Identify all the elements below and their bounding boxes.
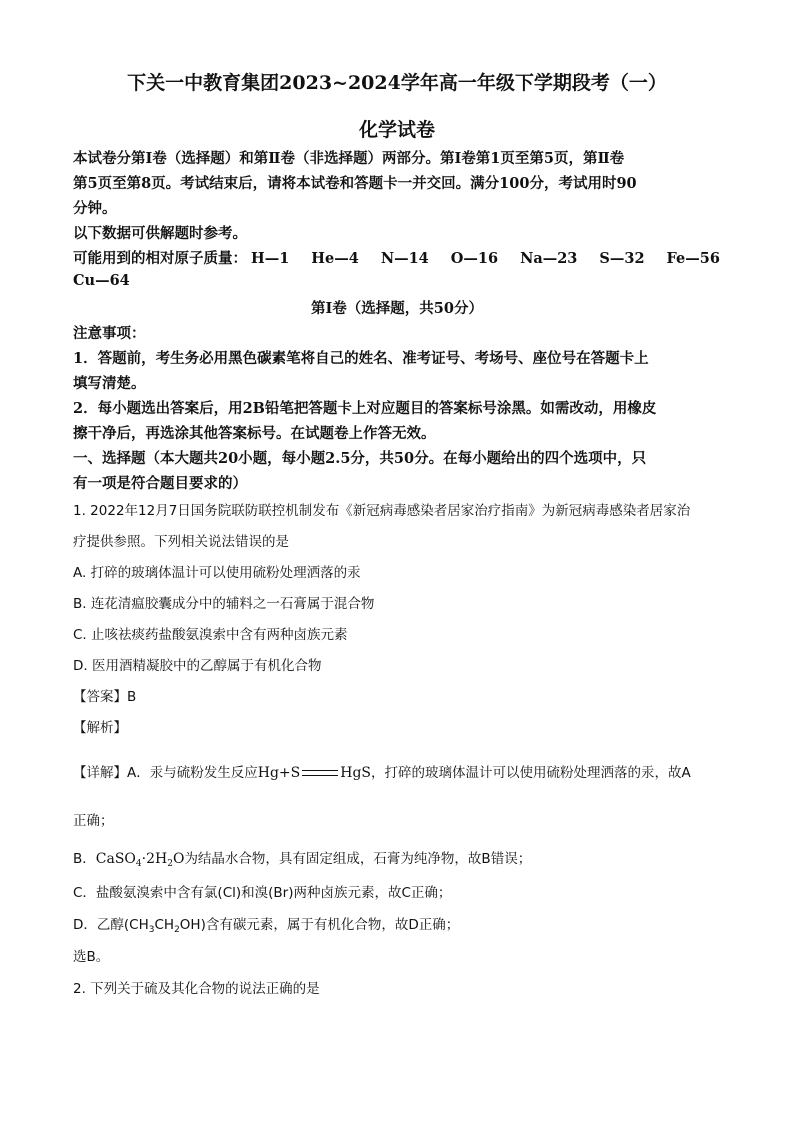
q1-stem-line-2: 疗提供参照。下列相关说法错误的是 — [73, 534, 289, 550]
reaction-equals-sign — [302, 770, 338, 776]
detail-a-suffix: ，打碎的玻璃体温计可以使用硫粉处理洒落的汞，故A — [371, 765, 691, 781]
atomic-masses-label: 可能用到的相对原子质量： — [73, 250, 247, 267]
formula-part: ·2H — [141, 851, 168, 867]
note-1-line-2: 填写清楚。 — [73, 375, 146, 392]
answer-label: 【答案】 — [73, 689, 127, 705]
atomic-masses-cont: Cu—64 — [73, 272, 130, 289]
q1-detail-a — [73, 761, 691, 781]
detail-label: 【详解】 — [73, 765, 127, 781]
q1-detail-b — [73, 847, 531, 869]
intro-line-2: 第5页至第8页。考试结束后，请将本试卷和答题卡一并交回。满分100分，考试用时90 — [73, 175, 637, 192]
q1-option-d: D. 医用酒精凝胶中的乙醇属于有机化合物 — [73, 658, 322, 674]
q1-detail-c: C．盐酸氨溴索中含有氯(Cl)和溴(Br)两种卤族元素，故C正确； — [73, 885, 452, 901]
q1-option-c: C. 止咳祛痰药盐酸氨溴索中含有两种卤族元素 — [73, 627, 348, 643]
q1-answer — [73, 685, 136, 705]
q1-detail-a-cont: 正确； — [73, 813, 114, 829]
q1-option-b: B. 连花清瘟胶囊成分中的辅料之一石膏属于混合物 — [73, 596, 375, 612]
section-heading: 第Ⅰ卷（选择题，共50分） — [311, 300, 483, 317]
q1-analysis-label: 【解析】 — [73, 720, 127, 736]
detail-b-suffix: 为结晶水合物，具有固定组成，石膏为纯净物，故B错误； — [184, 851, 532, 867]
intro-line-4: 以下数据可供解题时参考。 — [73, 225, 247, 242]
atom-h: H—1 — [251, 250, 290, 267]
detail-d-prefix: D．乙醇(CH — [73, 917, 149, 933]
atom-n: N—14 — [380, 250, 429, 267]
atom-fe: Fe—56 — [666, 250, 720, 267]
q1-option-a: A. 打碎的玻璃体温计可以使用硫粉处理洒落的汞 — [73, 565, 361, 581]
atom-o: O—16 — [450, 250, 499, 267]
note-2-line-2: 擦干净后，再选涂其他答案标号。在试题卷上作答无效。 — [73, 425, 436, 442]
formula-part: O — [172, 851, 185, 867]
equation-right: HgS — [340, 765, 372, 781]
notes-title: 注意事项： — [73, 325, 146, 342]
formula-part: CH — [154, 917, 175, 933]
part1-line-1: 一、选择题（本大题共20小题，每小题2.5分，共50分。在每小题给出的四个选项中，只 — [73, 450, 647, 467]
detail-b-prefix: B． — [73, 851, 96, 867]
atom-he: He—4 — [311, 250, 359, 267]
q2-stem: 2. 下列关于硫及其化合物的说法正确的是 — [73, 981, 320, 997]
formula-part: CaSO — [95, 851, 136, 867]
part1-line-2: 有一项是符合题目要求的） — [73, 475, 247, 492]
q1-stem-line-1: 1. 2022年12月7日国务院联防联控机制发布《新冠病毒感染者居家治疗指南》为新冠病毒感染者居家治 — [73, 503, 691, 519]
gypsum-formula — [96, 851, 185, 867]
intro-line-1: 本试卷分第Ⅰ卷（选择题）和第Ⅱ卷（非选择题）两部分。第Ⅰ卷第1页至第5页，第Ⅱ卷 — [73, 150, 625, 167]
detail-a-prefix: A．汞与硫粉发生反应 — [127, 765, 258, 781]
detail-d-suffix: OH)含有碳元素，属于有机化合物，故D正确； — [179, 917, 460, 933]
note-2-line-1: 2．每小题选出答案后，用2B铅笔把答题卡上对应题目的答案标号涂黑。如需改动，用橡皮 — [73, 400, 657, 417]
atomic-masses — [73, 247, 742, 268]
formula-subscript: 3 — [148, 925, 155, 935]
exam-title: 下关一中教育集团2023~2024学年高一年级下学期段考（一） — [127, 72, 667, 94]
exam-subtitle: 化学试卷 — [358, 119, 435, 141]
note-1-line-1: 1．答题前，考生务必用黑色碳素笔将自己的姓名、准考证号、考场号、座位号在答题卡上 — [73, 350, 649, 367]
atom-s: S—32 — [599, 250, 645, 267]
q1-detail-d — [73, 913, 459, 935]
formula-subscript: 2 — [167, 859, 173, 869]
answer-value: B — [127, 689, 137, 705]
q1-conclusion: 选B。 — [73, 949, 110, 965]
equation-left: Hg+S — [257, 765, 301, 781]
atom-na: Na—23 — [520, 250, 578, 267]
formula-subscript: 2 — [174, 925, 180, 935]
formula-subscript: 4 — [135, 859, 142, 869]
intro-line-3: 分钟。 — [73, 200, 117, 217]
